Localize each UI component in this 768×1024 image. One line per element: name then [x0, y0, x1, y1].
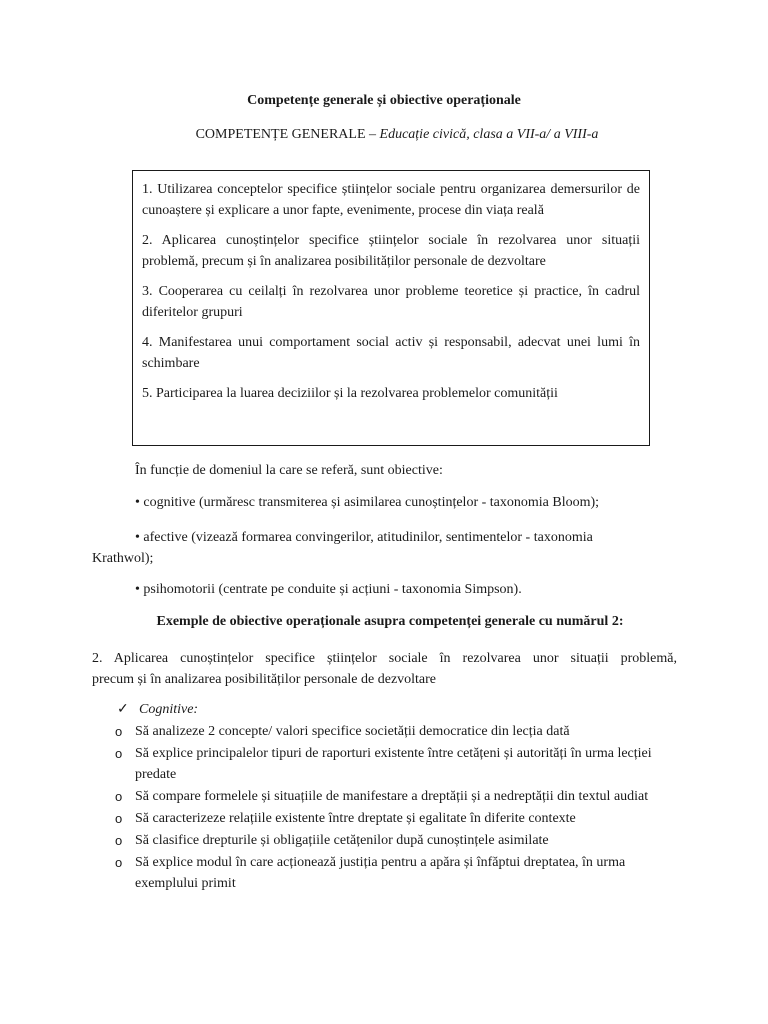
objective-text: Să clasifice drepturile și obligațiile cetățenilor după cunoștințele asimilate — [135, 833, 549, 848]
cognitive-label: Cognitive: — [139, 701, 199, 717]
competence-2-line: 2. Aplicarea cunoștințelor specifice științelor sociale în rezolvarea unor situații problemă, — [92, 651, 677, 666]
circle-bullet-icon: o — [115, 811, 123, 826]
competence-item: 3. Cooperarea cu ceilalți în rezolvarea unor probleme teoretice și practice, în cadrul diferitelor grupuri — [142, 284, 640, 320]
competence-2-text — [92, 648, 677, 690]
objective-type-affective: • afective (vizează formarea convingerilor, atitudinilor, sentimentelor - taxonomia Krathwol); — [92, 530, 593, 566]
cognitive-section-header — [117, 701, 198, 718]
competence-2-line: precum și în analizarea posibilităților personale de dezvoltare — [92, 672, 437, 687]
circle-bullet-icon: o — [115, 746, 123, 761]
document-title: Competențe generale și obiective operaționale — [247, 93, 521, 108]
examples-heading: Exemple de obiective operaționale asupra competenței generale cu numărul 2: — [156, 614, 624, 629]
competence-item: 4. Manifestarea unui comportament social activ și responsabil, adecvat unei lumi în schimbare — [142, 335, 640, 371]
objectives-intro: În funcție de domeniul la care se referă, sunt obiective: — [135, 463, 443, 478]
competences-box — [132, 170, 650, 446]
competence-item: 1. Utilizarea conceptelor specifice științelor sociale pentru organizarea demersurilor de cunoaștere și explicare a unor fapte, evenimente, procese din viața reală — [142, 182, 640, 218]
list-item — [115, 808, 675, 829]
objective-text: Să explice principalelor tipuri de raporturi existente între cetățeni și autorități în urma lecției predate — [135, 746, 652, 782]
competence-item: 2. Aplicarea cunoștințelor specifice științelor sociale în rezolvarea unor situații problemă, precum și în analizarea posibilităților personale de dezvoltare — [142, 233, 640, 269]
list-item — [115, 852, 675, 894]
objective-type-psychomotor: • psihomotorii (centrate pe conduite și acțiuni - taxonomia Simpson). — [135, 582, 522, 597]
competence-item: 5. Participarea la luarea deciziilor și la rezolvarea problemelor comunității — [142, 386, 558, 401]
list-item — [115, 743, 675, 785]
circle-bullet-icon: o — [115, 789, 123, 804]
objective-text: Să compare formelele și situațiile de manifestare a dreptății și a nedreptății din textul audiat — [135, 789, 649, 804]
list-item — [115, 721, 675, 742]
circle-bullet-icon: o — [115, 833, 123, 848]
subtitle-course: Educație civică, clasa a VII-a/ a VIII-a — [379, 127, 599, 142]
list-item — [115, 830, 675, 851]
checkmark-icon: ✓ — [117, 702, 129, 717]
subtitle-prefix: COMPETENȚE GENERALE – — [195, 127, 380, 142]
document-subtitle — [0, 127, 768, 143]
objective-text: Să explice modul în care acționează justiția pentru a apăra și înfăptui dreptatea, în urma exemplului primit — [135, 855, 626, 891]
cognitive-objectives-list — [115, 721, 675, 895]
list-item — [115, 786, 675, 807]
objective-type-cognitive: • cognitive (urmăresc transmiterea și asimilarea cunoștințelor - taxonomia Bloom); — [135, 495, 600, 510]
objective-text: Să analizeze 2 concepte/ valori specifice societății democratice din lecția dată — [135, 724, 570, 739]
circle-bullet-icon: o — [115, 724, 123, 739]
circle-bullet-icon: o — [115, 855, 123, 870]
objective-text: Să caracterizeze relațiile existente între dreptate și egalitate în diferite contexte — [135, 811, 576, 826]
